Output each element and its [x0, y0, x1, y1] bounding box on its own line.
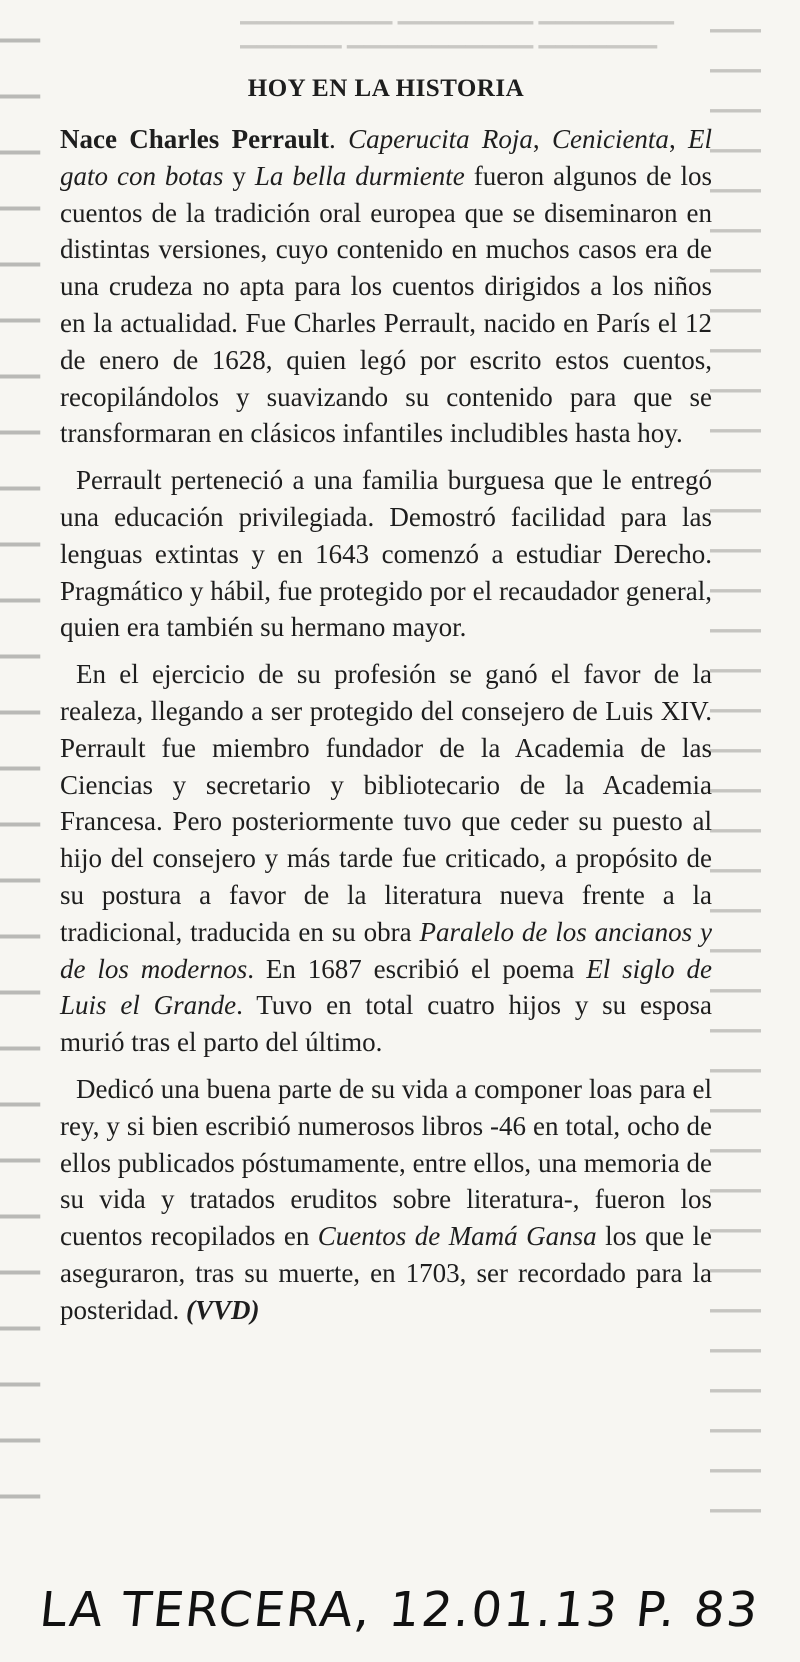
adjacent-column-top: ▁▁▁▁▁▁▁▁▁ ▁▁▁▁▁▁▁▁ ▁▁▁▁▁▁▁▁ ▁▁▁▁▁▁ ▁▁▁▁▁▁▁▁▁▁▁ ▁▁▁▁▁▁▁ — [240, 0, 674, 48]
adjacent-column-left: ▁▁ ▁▁ ▁▁ ▁▁ ▁▁ ▁▁ ▁▁ ▁▁ ▁▁ ▁▁ ▁▁ ▁▁ ▁▁ ▁▁ ▁▁ ▁▁ ▁▁ ▁▁ ▁▁ ▁▁ ▁▁ ▁▁ ▁▁ ▁▁ ▁▁ ▁▁ ▁▁ — [0, 13, 40, 1498]
text-run: , — [668, 124, 688, 154]
text-run: los que le aseguraron, tras su muerte, en 1703, ser recordado para la posteridad. — [60, 1221, 713, 1325]
italic-title: La bella durmiente — [254, 160, 465, 191]
article-paragraph-2 — [60, 462, 712, 646]
text-run: . — [329, 124, 349, 154]
news-clipping — [60, 75, 712, 1339]
text-run: Perrault perteneció a una familia burguesa que le entregó una educación privilegiada. Demostró facilidad para las lenguas extintas y en 1643 comenzó a estudiar Derecho. Pragmático y hábil, fue protegido por el recaudador general, quien era también su hermano mayor. — [60, 465, 712, 643]
text-run: . En 1687 escribió el poema — [247, 953, 587, 984]
italic-title: Caperucita Roja — [348, 124, 533, 154]
paragraph-body — [60, 1074, 712, 1325]
italic-title: Paralelo de los ancianos y de los modernos — [60, 916, 712, 984]
text-run: Dedicó una buena parte de su vida a componer loas para el rey, y si bien escribió numerosos libros -46 en total, ocho de ellos publicados póstumamente, entre ellos, una memoria de su vida y tratados eruditos sobre literatura-, fueron los cuentos recopilados en — [60, 1073, 712, 1252]
italic-title: El gato con botas — [60, 124, 712, 191]
article-lead: Nace Charles Perrault — [60, 124, 330, 154]
paragraph-body — [60, 659, 712, 1057]
italic-title: Cuentos de Mamá Gansa — [317, 1221, 597, 1252]
article-paragraph-3 — [60, 656, 712, 1061]
section-heading: HOY EN LA HISTORIA — [247, 75, 525, 102]
italic-title: Cenicienta — [551, 124, 669, 154]
text-run: y — [223, 160, 255, 191]
handwritten-source-note: LA TERCERA, 12.01.13 P. 83 — [37, 1582, 763, 1638]
article-paragraph-4 — [60, 1071, 712, 1329]
paragraph-body — [60, 124, 712, 448]
text-run: fueron algunos de los cuentos de la tradición oral europea que se diseminaron en distintas versiones, cuyo contenido en muchos casos era de una crudeza no apta para los cuentos dirigidos a los niños en la actualidad. Fue Charles Perrault, nacido en París el 12 de enero de 1628, quien legó por escrito estos cuentos, recopilándolos y suavizando su contenido para que se transformaran en clásicos infantiles includibles hasta hoy. — [60, 160, 713, 449]
adjacent-column-right: ▁▁▁ ▁▁▁ ▁▁▁ ▁▁▁ ▁▁▁ ▁▁▁ ▁▁▁ ▁▁▁ ▁▁▁ ▁▁▁ ▁▁▁ ▁▁▁ ▁▁▁ ▁▁▁ ▁▁▁ ▁▁▁ ▁▁▁ ▁▁▁ ▁▁▁ ▁▁▁ ▁▁▁ ▁▁▁ ▁▁▁ ▁▁▁ ▁▁▁ ▁▁▁ ▁▁▁ ▁▁▁ ▁▁▁ ▁▁▁ ▁▁▁ ▁▁▁ ▁▁▁ ▁▁▁ ▁▁▁ ▁▁▁ ▁▁▁ ▁▁▁ — [710, 7, 761, 1512]
text-run: En el ejercicio de su profesión se ganó el favor de la realeza, llegando a ser protegido del consejero de Luis XIV. Perrault fue miembro fundador de la Academia de las Ciencias y secretario y bibliotecario de la Academia Francesa. Pero posteriormente tuvo que ceder su puesto al hijo del consejero y más tarde fue criticado, a propósito de su postura a favor de la literatura nueva frente a la tradicional, traducida en su obra — [60, 659, 712, 947]
author-signature: (VVD) — [185, 1294, 260, 1325]
text-run: , — [532, 124, 552, 154]
paragraph-body — [60, 465, 712, 642]
italic-title: El siglo de Luis el Grande — [60, 953, 712, 1021]
text-run: . Tuvo en total cuatro hijos y su esposa murió tras el parto del último. — [60, 990, 712, 1058]
article-paragraph-1 — [60, 121, 712, 452]
